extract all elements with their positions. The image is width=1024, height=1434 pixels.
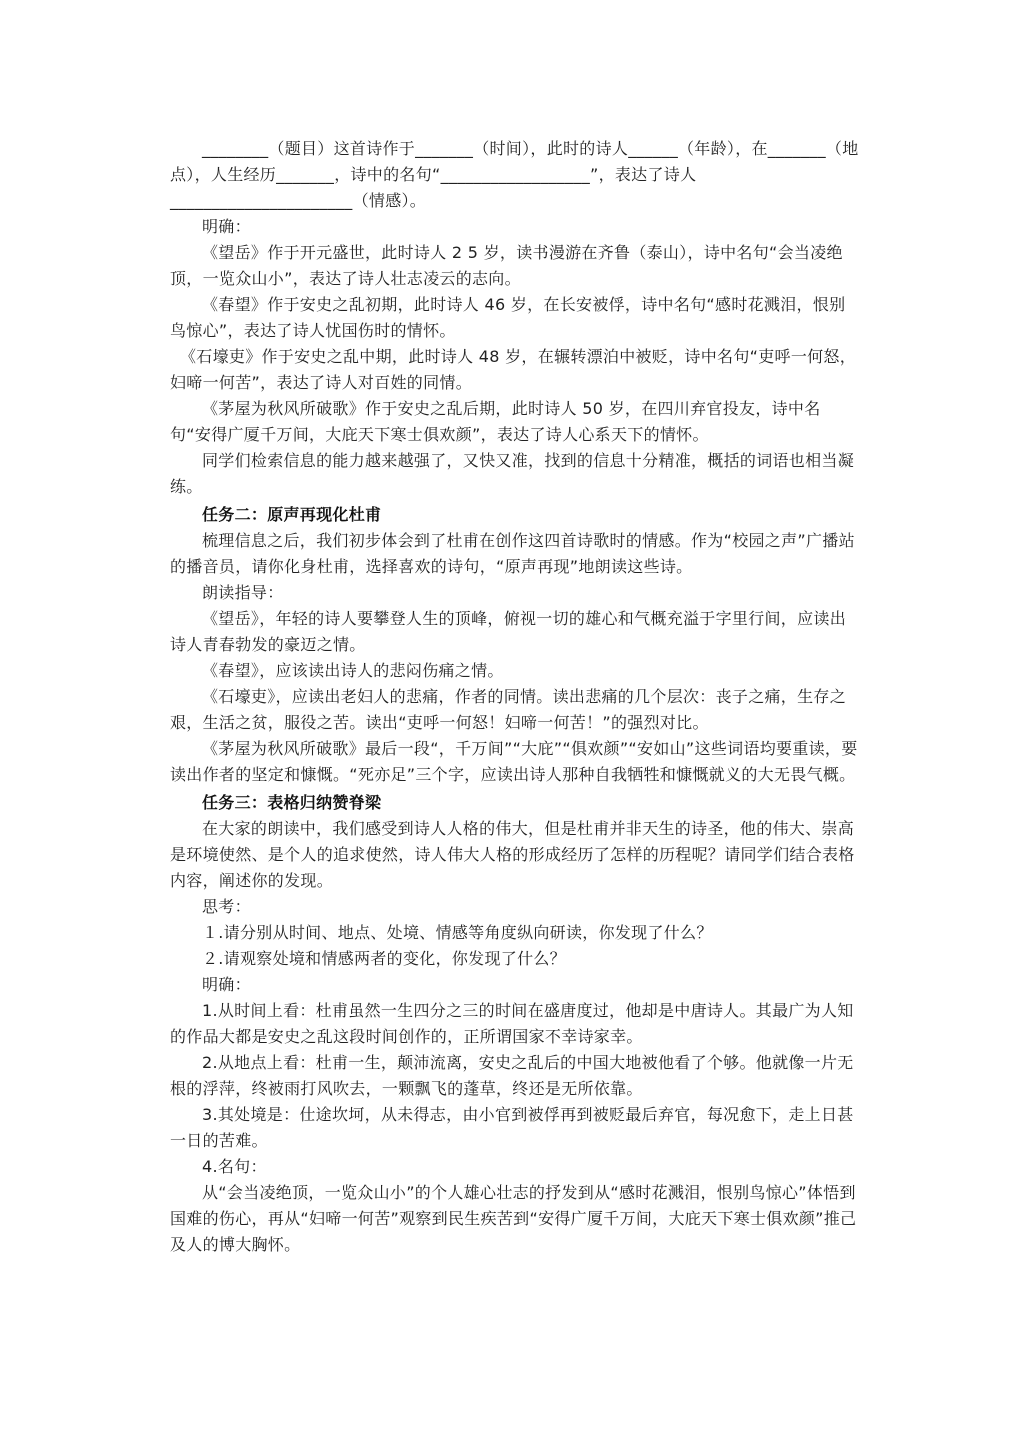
document-body — [170, 136, 860, 1258]
finding-place: 2.从地点上看：杜甫一生，颠沛流离，安史之乱后的中国大地被他看了个够。他就像一片无根的浮萍，终被雨打风吹去，一颗飘飞的蓬草，终还是无所依靠。 — [170, 1053, 854, 1098]
finding-famous-lines-label: 4.名句： — [202, 1157, 267, 1176]
reading-guide-label: 朗读指导： — [202, 583, 284, 602]
clarify-item-maowu: 《茅屋为秋风所破歌》作于安史之乱后期，此时诗人 50 岁，在四川弃官投友，诗中名句“安得广厦千万间，大庇天下寒士俱欢颜”，表达了诗人心系天下的情怀。 — [170, 399, 821, 444]
clarify-item-wangyue: 《望岳》作于开元盛世，此时诗人 2 5 岁，读书漫游在齐鲁（泰山），诗中名句“会当凌绝顶，一览众山小”，表达了诗人壮志凌云的志向。 — [170, 243, 843, 288]
task2-title: 任务二：原声再现化杜甫 — [202, 505, 382, 524]
finding-famous-lines: 从“会当凌绝顶，一览众山小”的个人雄心壮志的抒发到从“感时花溅泪，恨别鸟惊心”体悟到国难的伤心，再从“妇啼一何苦”观察到民生疾苦到“安得广厦千万间，大庇天下寒士俱欢颜”推己及人的博大胸怀。 — [170, 1183, 857, 1254]
intro-fill-in-template: ________（题目）这首诗作于_______（时间），此时的诗人______（年龄），在_______（地点），人生经历_______，诗中的名句“__________________”，表达了诗人______________________（情感）。 — [170, 139, 859, 210]
task3-title: 任务三：表格归纳赞脊梁 — [202, 793, 382, 812]
think-question-1: １.请分别从时间、地点、处境、情感等角度纵向研读，你发现了什么？ — [202, 923, 713, 942]
reading-guide-shihaoli: 《石壕吏》，应读出老妇人的悲痛，作者的同情。读出悲痛的几个层次：丧子之痛，生存之艰，生活之贫，服役之苦。读出“吏呼一何怒！妇啼一何苦！”的强烈对比。 — [170, 687, 847, 732]
clarify-comment: 同学们检索信息的能力越来越强了，又快又准，找到的信息十分精准，概括的词语也相当凝练。 — [170, 451, 855, 496]
reading-guide-maowu: 《茅屋为秋风所破歌》最后一段“，千万间”“大庇”“俱欢颜”“安如山”这些词语均要重读，要读出作者的坚定和慷慨。“死亦足”三个字，应读出诗人那种自我牺牲和慷慨就义的大无畏气概。 — [170, 739, 858, 784]
finding-time: 1.从时间上看：杜甫虽然一生四分之三的时间在盛唐度过，他却是中唐诗人。其最广为人知的作品大都是安史之乱这段时间创作的，正所谓国家不幸诗家幸。 — [170, 1001, 854, 1046]
reading-guide-wangyue: 《望岳》，年轻的诗人要攀登人生的顶峰，俯视一切的雄心和气概充溢于字里行间，应读出诗人青春勃发的豪迈之情。 — [170, 609, 847, 654]
think-label: 思考： — [202, 897, 251, 916]
finding-situation: 3.其处境是：仕途坎坷，从未得志，由小官到被俘再到被贬最后弃官，每况愈下，走上日甚一日的苦难。 — [170, 1105, 854, 1150]
clarify-item-chunwang: 《春望》作于安史之乱初期，此时诗人 46 岁，在长安被俘，诗中名句“感时花溅泪，恨别鸟惊心”，表达了诗人忧国伤时的情怀。 — [170, 295, 846, 340]
clarify-item-shihaoli: 《石壕吏》作于安史之乱中期，此时诗人 48 岁，在辗转漂泊中被贬，诗中名句“吏呼一何怒，妇啼一何苦”，表达了诗人对百姓的同情。 — [170, 347, 857, 392]
task2-description: 梳理信息之后，我们初步体会到了杜甫在创作这四首诗歌时的情感。作为“校园之声”广播站的播音员，请你化身杜甫，选择喜欢的诗句，“原声再现”地朗读这些诗。 — [170, 531, 855, 576]
reading-guide-chunwang: 《春望》，应该读出诗人的悲闷伤痛之情。 — [202, 661, 504, 680]
task3-clarify-label: 明确： — [202, 975, 251, 994]
task3-description: 在大家的朗读中，我们感受到诗人人格的伟大，但是杜甫并非天生的诗圣，他的伟大、崇高是环境使然、是个人的追求使然，诗人伟大人格的形成经历了怎样的历程呢？请同学们结合表格内容，阐述你的发现。 — [170, 819, 855, 890]
think-question-2: ２.请观察处境和情感两者的变化，你发现了什么？ — [202, 949, 566, 968]
clarify-label: 明确： — [202, 217, 251, 236]
